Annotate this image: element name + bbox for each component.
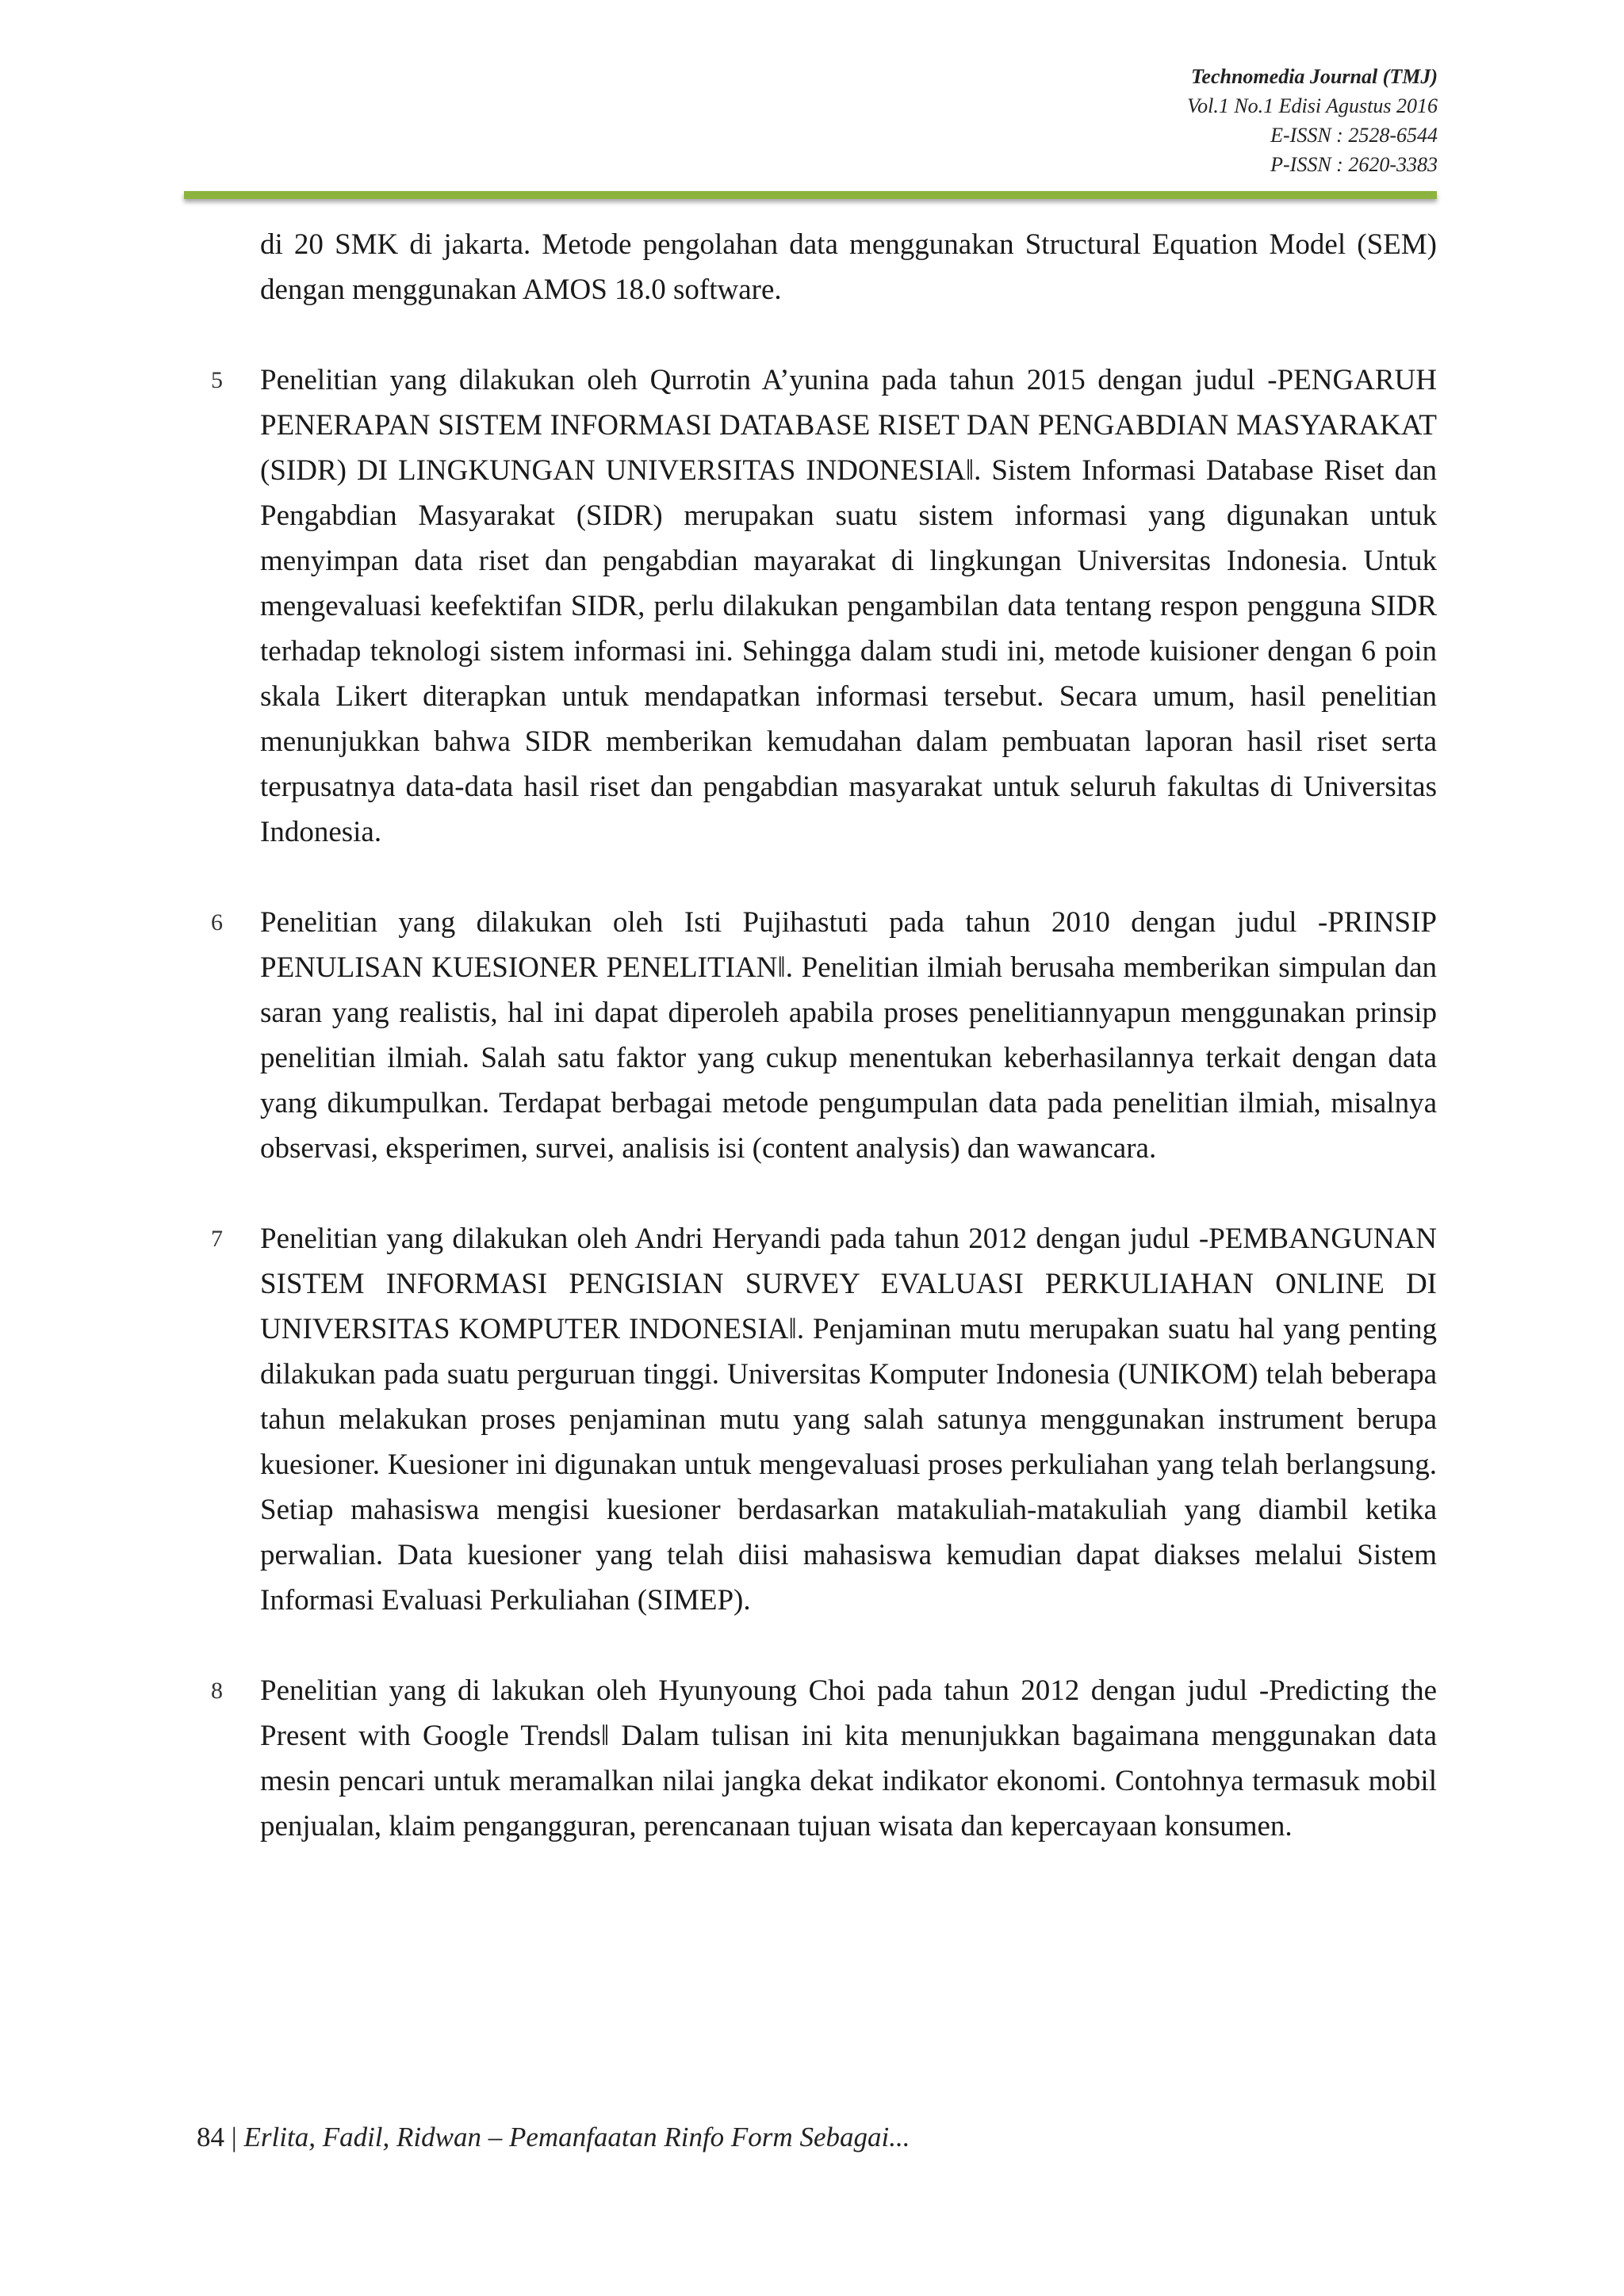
journal-eissn: E-ISSN : 2528-6544: [1270, 124, 1438, 147]
footer-citation: Erlita, Fadil, Ridwan – Pemanfaatan Rinfo Form Sebagai...: [243, 2122, 910, 2152]
list-item: [211, 358, 1437, 855]
page-footer: [197, 2122, 910, 2153]
list-item: [211, 900, 1437, 1171]
list-item-text: Penelitian yang dilakukan oleh Isti Pujihastuti pada tahun 2010 dengan judul -PRINSIP PENULISAN KUESIONER PENELITIAN‖. Penelitian ilmiah berusaha memberikan simpulan dan saran yang realistis, hal ini dapat diperoleh apabila proses penelitiannyapun menggunakan prinsip penelitian ilmiah. Salah satu faktor yang cukup menentukan keberhasilannya terkait dengan data yang dikumpulkan. Terdapat berbagai metode pengumpulan data pada penelitian ilmiah, misalnya observasi, eksperimen, survei, analisis isi (content analysis) dan wawancara.: [260, 906, 1437, 1165]
header-divider: [184, 191, 1437, 199]
list-item-text: Penelitian yang di lakukan oleh Hyunyoung Choi pada tahun 2012 dengan judul -Predicting the Present with Google Trends‖ Dalam tulisan ini kita menunjukkan bagaimana menggunakan data mesin pencari untuk meramalkan nilai jangka dekat indikator ekonomi. Contohnya termasuk mobil penjualan, klaim pengangguran, perencanaan tujuan wisata dan kepercayaan konsumen.: [260, 1674, 1437, 1843]
running-header: [1187, 62, 1438, 179]
list-item-text: Penelitian yang dilakukan oleh Andri Heryandi pada tahun 2012 dengan judul -PEMBANGUNAN SISTEM INFORMASI PENGISIAN SURVEY EVALUASI PERKULIAHAN ONLINE DI UNIVERSITAS KOMPUTER INDONESIA‖. Penjaminan mutu merupakan suatu hal yang penting dilakukan pada suatu perguruan tinggi. Universitas Komputer Indonesia (UNIKOM) telah beberapa tahun melakukan proses penjaminan mutu yang salah satunya menggunakan instrument berupa kuesioner. Kuesioner ini digunakan untuk mengevaluasi proses perkuliahan yang telah berlangsung. Setiap mahasiswa mengisi kuesioner berdasarkan matakuliah-matakuliah yang diambil ketika perwalian. Data kuesioner yang telah diisi mahasiswa kemudian dapat diakses melalui Sistem Informasi Evaluasi Perkuliahan (SIMEP).: [260, 1223, 1437, 1617]
page-number: 84 |: [197, 2122, 237, 2152]
journal-pissn: P-ISSN : 2620-3383: [1270, 153, 1438, 176]
list-item-number: 7: [211, 1226, 223, 1252]
list-item-number: 5: [211, 367, 223, 393]
intro-paragraph: di 20 SMK di jakarta. Metode pengolahan data menggunakan Structural Equation Model (SEM) dengan menggunakan AMOS 18.0 software.: [260, 228, 1437, 306]
list-item: [211, 1216, 1437, 1623]
list-item-text: Penelitian yang dilakukan oleh Qurrotin A’yunina pada tahun 2015 dengan judul -PENGARUH PENERAPAN SISTEM INFORMASI DATABASE RISET DAN PENGABDIAN MASYARAKAT (SIDR) DI LINGKUNGAN UNIVERSITAS INDONESIA‖. Sistem Informasi Database Riset dan Pengabdian Masyarakat (SIDR) merupakan suatu sistem informasi yang digunakan untuk menyimpan data riset dan pengabdian mayarakat di lingkungan Universitas Indonesia. Untuk mengevaluasi keefektifan SIDR, perlu dilakukan pengambilan data tentang respon pengguna SIDR terhadap teknologi sistem informasi ini. Sehingga dalam studi ini, metode kuisioner dengan 6 poin skala Likert diterapkan untuk mendapatkan informasi tersebut. Secara umum, hasil penelitian menunjukkan bahwa SIDR memberikan kemudahan dalam pembuatan laporan hasil riset serta terpusatnya data-data hasil riset dan pengabdian masyarakat untuk seluruh fakultas di Universitas Indonesia.: [260, 364, 1437, 848]
journal-name: Technomedia Journal (TMJ): [1190, 65, 1438, 88]
list-item-number: 8: [211, 1678, 223, 1704]
list-item-number: 6: [211, 909, 223, 936]
journal-volume: Vol.1 No.1 Edisi Agustus 2016: [1187, 94, 1438, 117]
list-item: [211, 1668, 1437, 1849]
page-body: [211, 222, 1437, 1849]
